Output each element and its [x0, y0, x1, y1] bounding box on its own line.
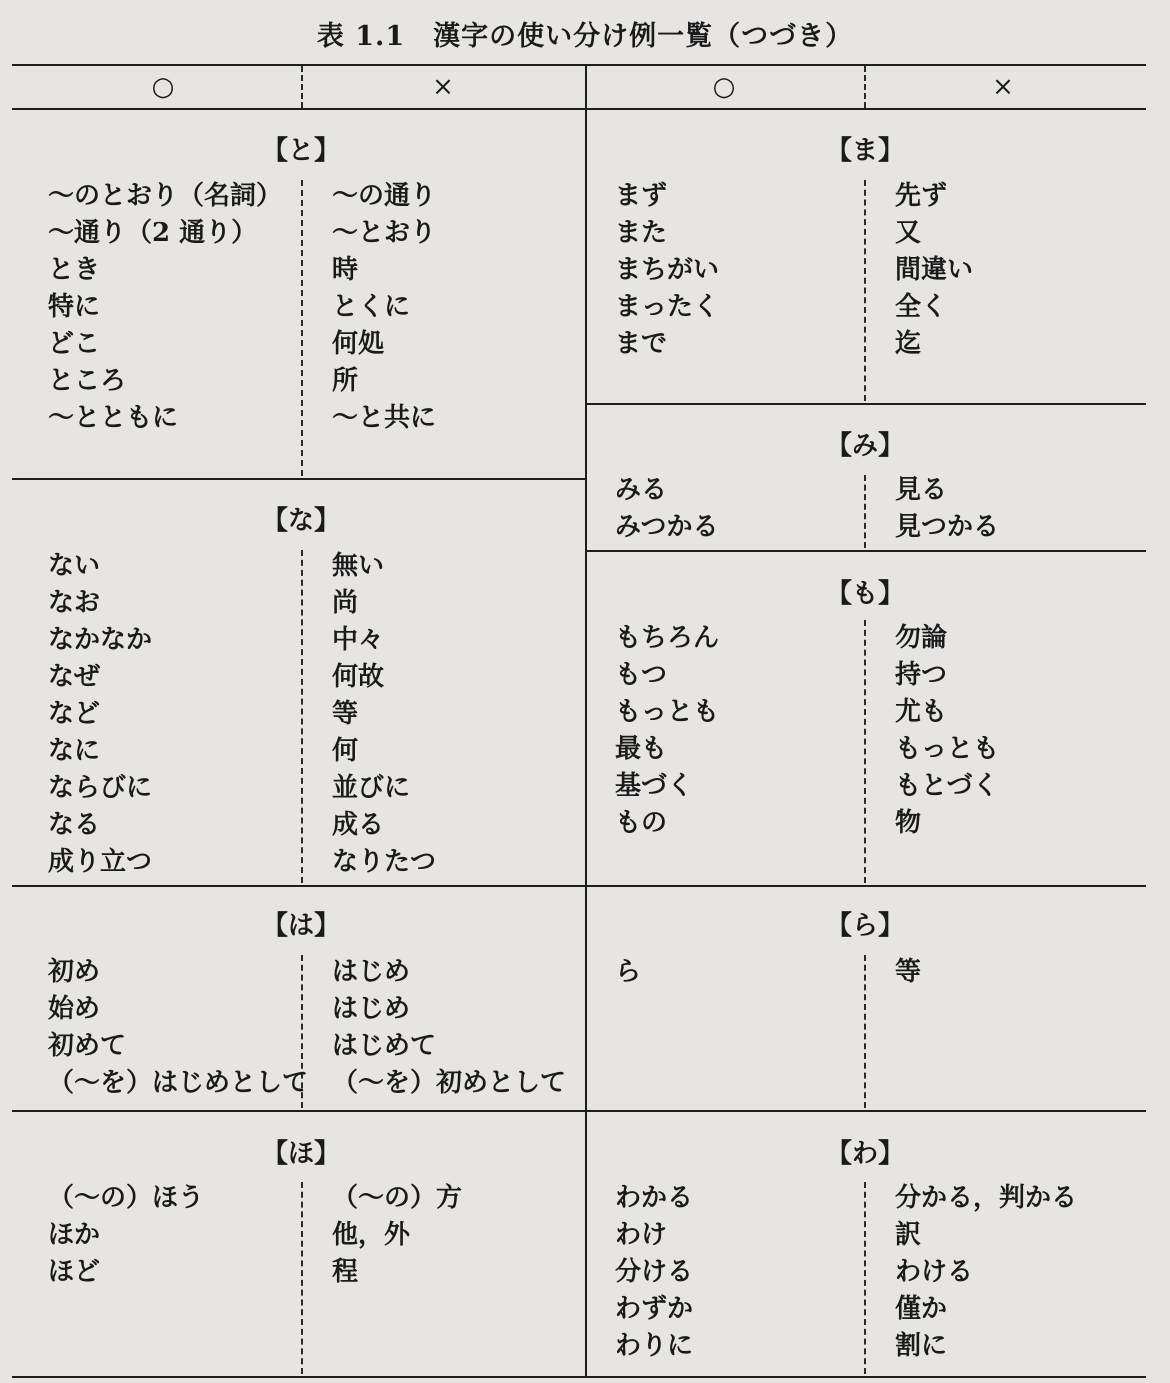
- word-entry: 僅か: [895, 1294, 948, 1324]
- to-ng-column: [332, 178, 436, 437]
- mo-ok-column: [615, 620, 719, 842]
- word-entry: 等: [895, 957, 922, 987]
- word-entry: 割に: [895, 1331, 948, 1361]
- word-entry: 始め: [48, 994, 101, 1024]
- section-mo: 【も】: [825, 579, 904, 609]
- word-entry: 尤も: [895, 697, 948, 727]
- left-dash-na: [301, 550, 303, 883]
- word-entry: ほど: [48, 1257, 101, 1287]
- word-entry: 何故: [332, 662, 385, 692]
- word-entry: 間違い: [895, 255, 974, 285]
- center-divider: [585, 64, 587, 1376]
- word-entry: 尚: [332, 588, 359, 618]
- word-entry: また: [615, 218, 668, 248]
- word-entry: どこ: [48, 329, 101, 359]
- section-ra: 【ら】: [825, 911, 904, 941]
- ho-ng-column: [332, 1180, 462, 1291]
- right-dash-ma: [864, 180, 866, 401]
- word-entry: なお: [48, 588, 101, 618]
- word-entry: 物: [895, 808, 922, 838]
- word-entry: ならびに: [48, 773, 153, 803]
- ha-ng-column: [332, 954, 566, 1102]
- na-ng-column: [332, 548, 436, 881]
- word-entry: 訳: [895, 1220, 922, 1250]
- word-entry: なかなか: [48, 625, 153, 655]
- table-caption: 表 1.1 漢字の使い分け例一覧（つづき）: [316, 21, 854, 52]
- word-entry: 先ず: [895, 181, 948, 211]
- ho-ok-column: [48, 1180, 204, 1291]
- ra-ng-column: [895, 954, 921, 991]
- word-entry: 所: [332, 366, 359, 396]
- word-entry: まで: [615, 329, 668, 359]
- header-ng-right: ×: [992, 72, 1014, 102]
- word-entry: わける: [895, 1257, 974, 1287]
- word-entry: 他，外: [332, 1220, 411, 1250]
- section-na: 【な】: [261, 506, 340, 536]
- mo-ng-column: [895, 620, 999, 842]
- word-entry: まったく: [615, 292, 720, 322]
- header-rule: [12, 108, 1146, 110]
- word-entry: ～と共に: [332, 403, 437, 433]
- word-entry: 無い: [332, 551, 385, 581]
- word-entry: ところ: [48, 366, 127, 396]
- word-entry: 又: [895, 218, 922, 248]
- wa-ok-column: [615, 1180, 693, 1365]
- word-entry: はじめて: [332, 1031, 437, 1061]
- word-entry: もの: [615, 808, 668, 838]
- bottom-rule: [12, 1376, 1146, 1378]
- word-entry: 程: [332, 1257, 359, 1287]
- word-entry: 時: [332, 255, 359, 285]
- word-entry: （～の）ほう: [48, 1183, 205, 1213]
- word-entry: 特に: [48, 292, 101, 322]
- right-dash-ra: [864, 955, 866, 1108]
- row-rule-low: [12, 1110, 1146, 1112]
- word-entry: もつ: [615, 660, 668, 690]
- mi-ng-column: [895, 472, 999, 546]
- word-entry: まちがい: [615, 255, 720, 285]
- header-ok-right: ○: [712, 72, 736, 102]
- word-entry: ～の通り: [332, 181, 437, 211]
- word-entry: ～のとおり（名詞）: [48, 181, 283, 211]
- word-entry: わずか: [615, 1294, 694, 1324]
- word-entry: まず: [615, 181, 668, 211]
- word-entry: わけ: [615, 1220, 668, 1250]
- right-rule-mi-mo: [586, 550, 1146, 552]
- word-entry: わかる: [615, 1183, 694, 1213]
- word-entry: 持つ: [895, 660, 948, 690]
- word-entry: （～を）初めとして: [332, 1068, 567, 1098]
- word-entry: 等: [332, 699, 359, 729]
- na-ok-column: [48, 548, 152, 881]
- word-entry: 分ける: [615, 1257, 694, 1287]
- row-rule-mid: [12, 885, 1146, 887]
- word-entry: ほか: [48, 1220, 101, 1250]
- word-entry: なりたつ: [332, 847, 437, 877]
- left-dash-ho: [301, 1182, 303, 1374]
- word-entry: もっとも: [615, 697, 720, 727]
- word-entry: 何: [332, 736, 359, 766]
- ha-ok-column: [48, 954, 308, 1102]
- section-ma: 【ま】: [825, 136, 904, 166]
- word-entry: もとづく: [895, 771, 999, 801]
- word-entry: ～とおり: [332, 218, 437, 248]
- word-entry: なる: [48, 810, 101, 840]
- word-entry: もっとも: [895, 734, 1000, 764]
- word-entry: ない: [48, 551, 101, 581]
- right-rule-ma-mi: [586, 403, 1146, 405]
- word-entry: 初め: [48, 957, 101, 987]
- word-entry: 中々: [332, 625, 385, 655]
- word-entry: はじめ: [332, 957, 411, 987]
- word-entry: 成る: [332, 810, 385, 840]
- left-dash-header: [301, 66, 303, 108]
- word-entry: 並びに: [332, 773, 411, 803]
- word-entry: とくに: [332, 292, 411, 322]
- word-entry: 成り立つ: [48, 847, 153, 877]
- word-entry: 基づく: [615, 771, 694, 801]
- word-entry: など: [48, 699, 101, 729]
- wa-ng-column: [895, 1180, 1077, 1365]
- word-entry: 見つかる: [895, 512, 1000, 542]
- right-dash-mo: [864, 620, 866, 883]
- mi-ok-column: [615, 472, 718, 546]
- word-entry: 分かる，判かる: [895, 1183, 1078, 1213]
- ra-ok-column: [615, 954, 641, 991]
- section-to: 【と】: [261, 136, 340, 166]
- section-ha: 【は】: [261, 911, 340, 941]
- word-entry: はじめ: [332, 994, 411, 1024]
- word-entry: 見る: [895, 475, 948, 505]
- word-entry: みつかる: [615, 512, 719, 542]
- top-rule: [12, 64, 1146, 66]
- section-ho: 【ほ】: [261, 1139, 340, 1169]
- ma-ok-column: [615, 178, 719, 363]
- word-entry: 全く: [895, 292, 948, 322]
- word-entry: 勿論: [895, 623, 948, 653]
- left-rule-to-na: [12, 478, 586, 480]
- section-wa: 【わ】: [825, 1139, 904, 1169]
- word-entry: みる: [615, 475, 668, 505]
- word-entry: 迄: [895, 329, 922, 359]
- word-entry: なに: [48, 736, 101, 766]
- word-entry: とき: [48, 255, 101, 285]
- word-entry: もちろん: [615, 623, 720, 653]
- word-entry: ～とともに: [48, 403, 179, 433]
- right-dash-mi: [864, 475, 866, 548]
- section-mi: 【み】: [825, 431, 904, 461]
- right-dash-header: [864, 66, 866, 108]
- word-entry: 初めて: [48, 1031, 127, 1061]
- word-entry: ～通り（2 通り）: [48, 218, 258, 248]
- word-entry: （～の）方: [332, 1183, 463, 1213]
- right-dash-wa: [864, 1182, 866, 1374]
- word-entry: なぜ: [48, 662, 101, 692]
- header-ng-left: ×: [432, 72, 454, 102]
- word-entry: 最も: [615, 734, 668, 764]
- header-ok-left: ○: [151, 72, 175, 102]
- left-dash-to: [301, 180, 303, 476]
- word-entry: （～を）はじめとして: [48, 1068, 309, 1098]
- word-entry: ら: [615, 957, 642, 987]
- word-entry: 何処: [332, 329, 385, 359]
- to-ok-column: [48, 178, 282, 437]
- word-entry: わりに: [615, 1331, 694, 1361]
- ma-ng-column: [895, 178, 973, 363]
